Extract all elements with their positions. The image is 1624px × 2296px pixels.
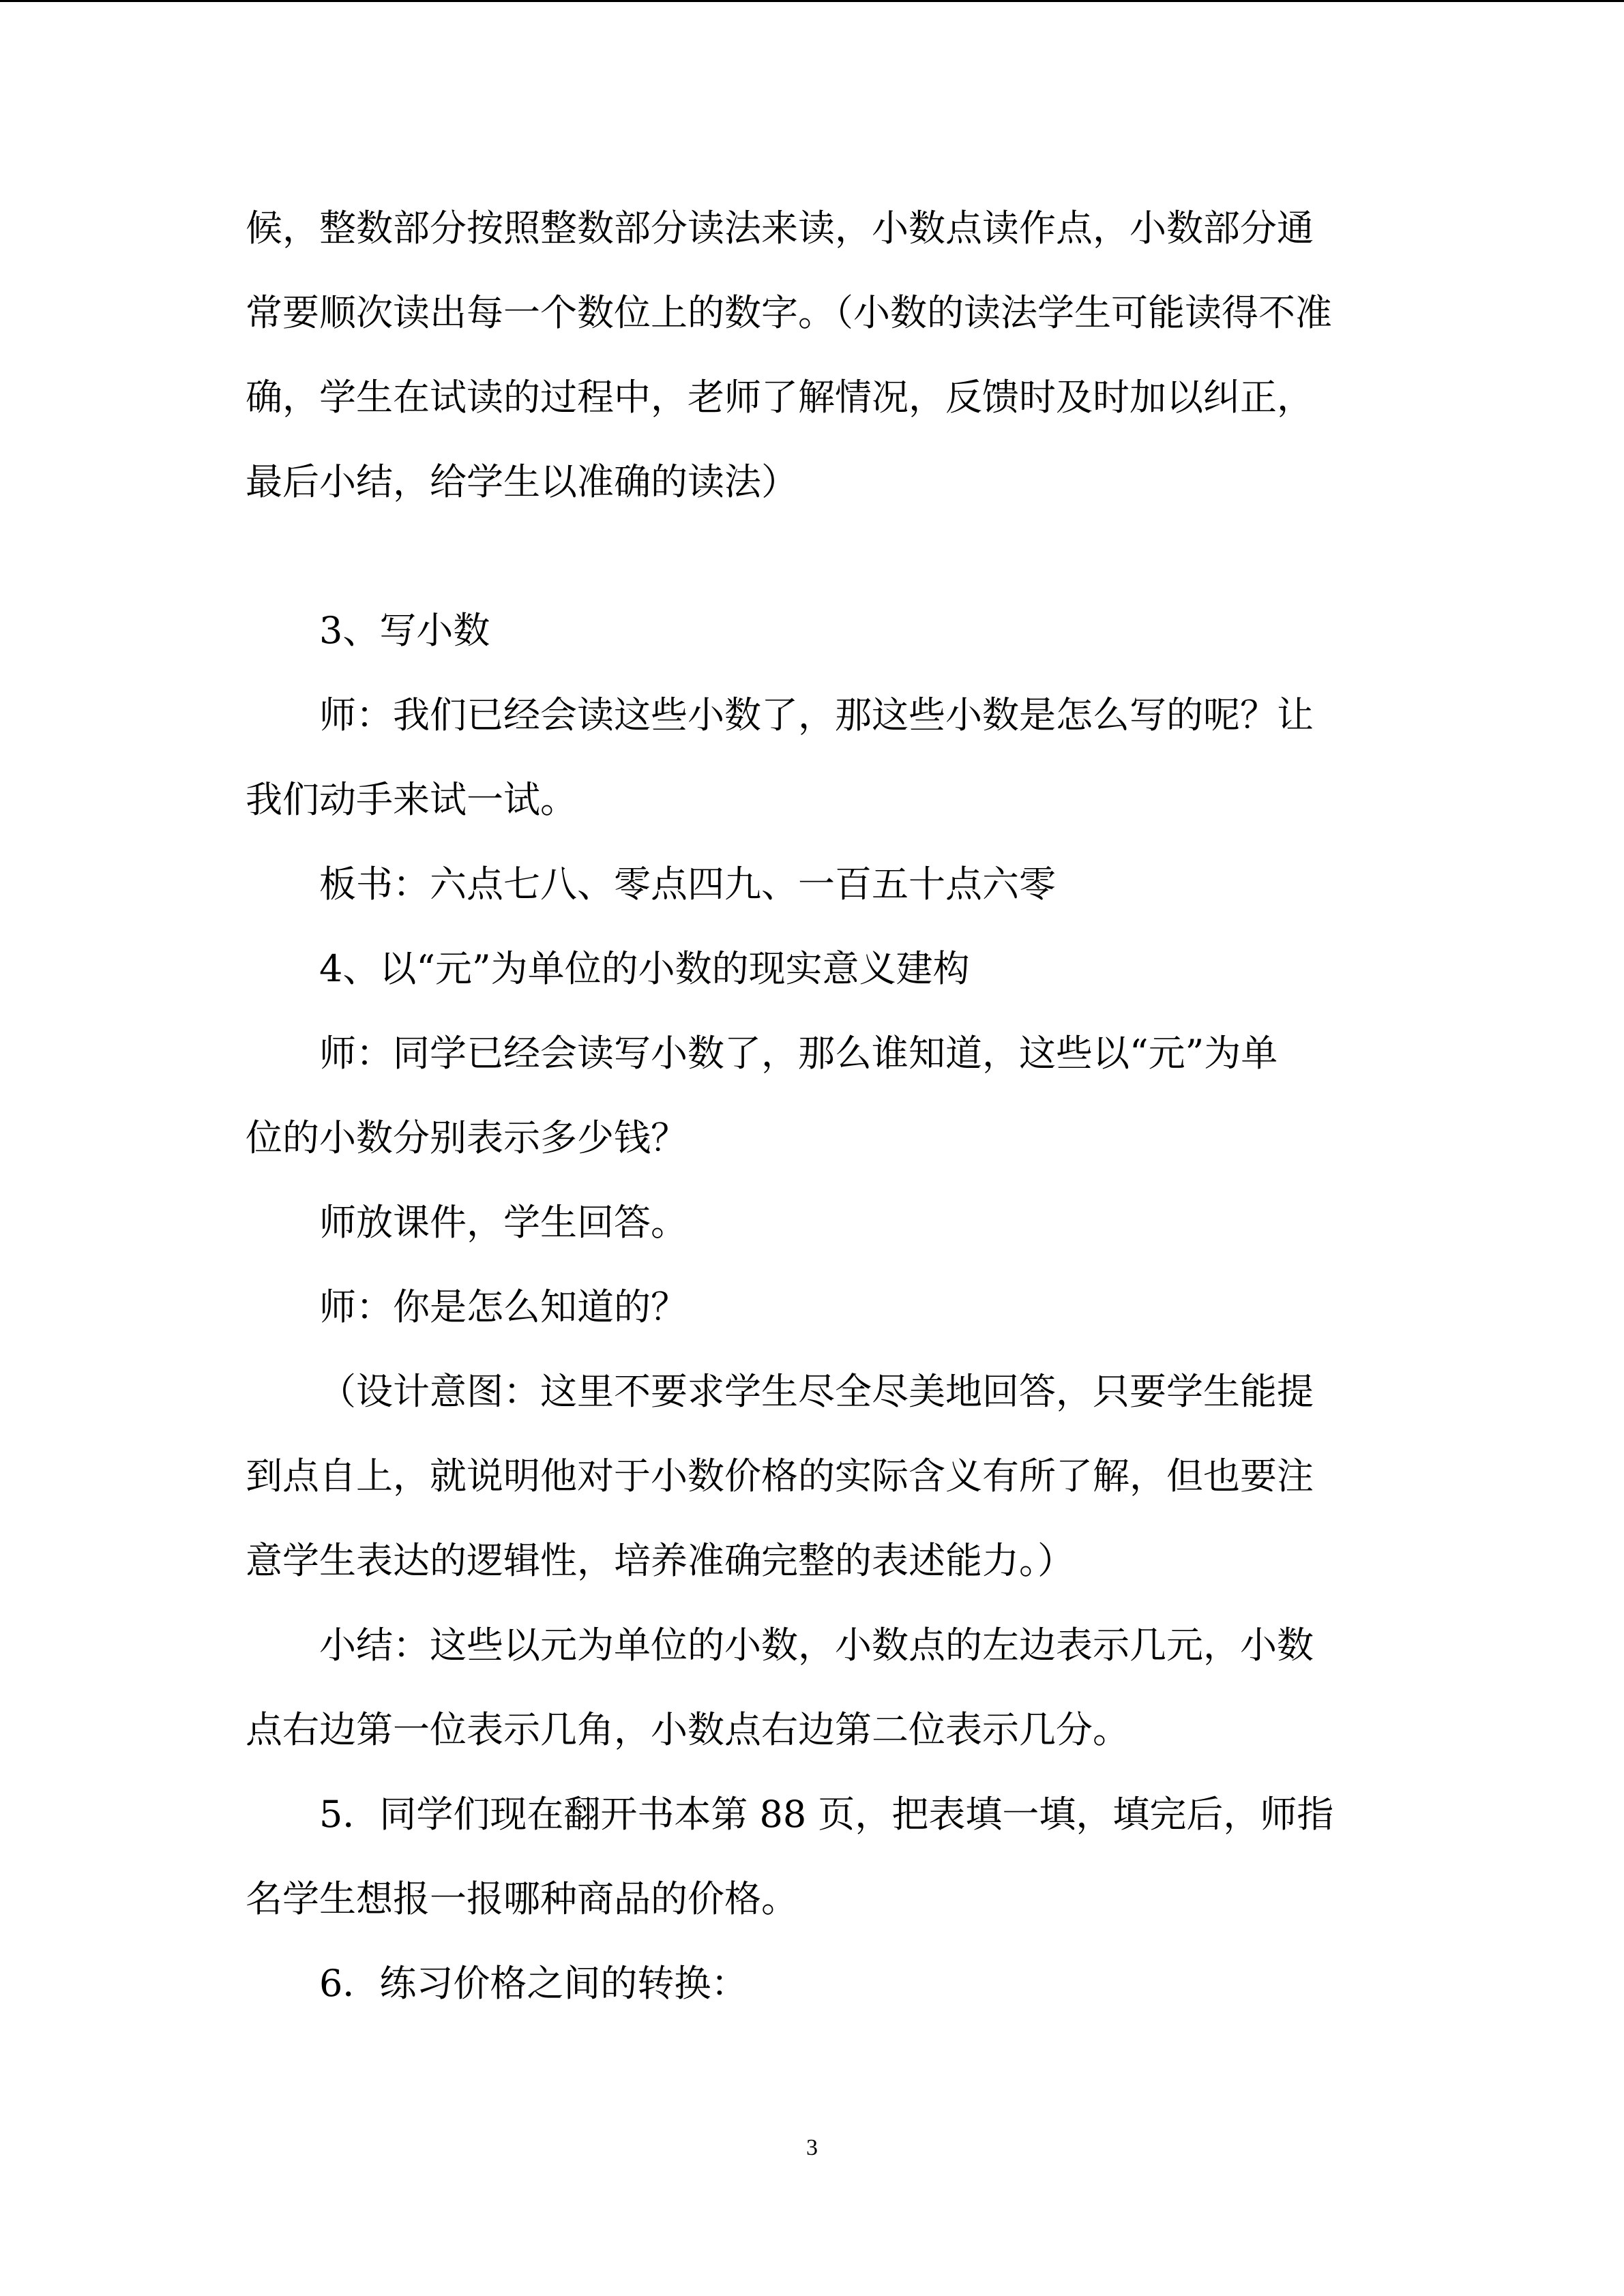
section-heading: 4、以“元”为单位的小数的现实意义建构 xyxy=(319,947,970,990)
body-line: 候，整数部分按照整数部分读法来读，小数点读作点，小数部分通 xyxy=(246,207,1314,250)
section-heading: 6．练习价格之间的转换： xyxy=(319,1962,748,2005)
body-line: 小结：这些以元为单位的小数，小数点的左边表示几元，小数 xyxy=(319,1624,1314,1667)
body-line: （设计意图：这里不要求学生尽全尽美地回答，只要学生能提 xyxy=(319,1370,1314,1413)
body-line: 意学生表达的逻辑性，培养准确完整的表述能力。） xyxy=(246,1539,1074,1582)
paragraph-gap xyxy=(246,524,1378,588)
body-line: 到点自上，就说明他对于小数价格的实际含义有所了解，但也要注 xyxy=(246,1455,1314,1497)
body-line: 我们动手来试一试。 xyxy=(246,778,577,821)
document-body xyxy=(246,186,1378,2026)
body-line: 点右边第一位表示几角，小数点右边第二位表示几分。 xyxy=(246,1708,1130,1751)
body-line: 名学生想报一报哪种商品的价格。 xyxy=(246,1877,798,1920)
body-line: 最后小结，给学生以准确的读法） xyxy=(246,460,798,503)
body-line: 师：我们已经会读这些小数了，那这些小数是怎么写的呢？让 xyxy=(319,694,1314,736)
body-line: 位的小数分别表示多少钱？ xyxy=(246,1116,688,1159)
body-line: 师：同学已经会读写小数了，那么谁知道，这些以“元”为单 xyxy=(319,1032,1278,1075)
body-line: 常要顺次读出每一个数位上的数字。（小数的读法学生可能读得不准 xyxy=(246,291,1332,334)
page-number: 3 xyxy=(806,2135,818,2160)
body-line: 确，学生在试读的过程中，老师了解情况，反馈时及时加以纠正， xyxy=(246,376,1314,419)
section-heading: 3、写小数 xyxy=(319,609,490,652)
body-line: 师放课件，学生回答。 xyxy=(319,1201,688,1244)
body-line: 板书：六点七八、零点四九、一百五十点六零 xyxy=(319,863,1056,906)
body-line: 师：你是怎么知道的？ xyxy=(319,1285,688,1328)
body-line: 5．同学们现在翻开书本第 88 页，把表填一填，填完后，师指 xyxy=(319,1793,1334,1836)
